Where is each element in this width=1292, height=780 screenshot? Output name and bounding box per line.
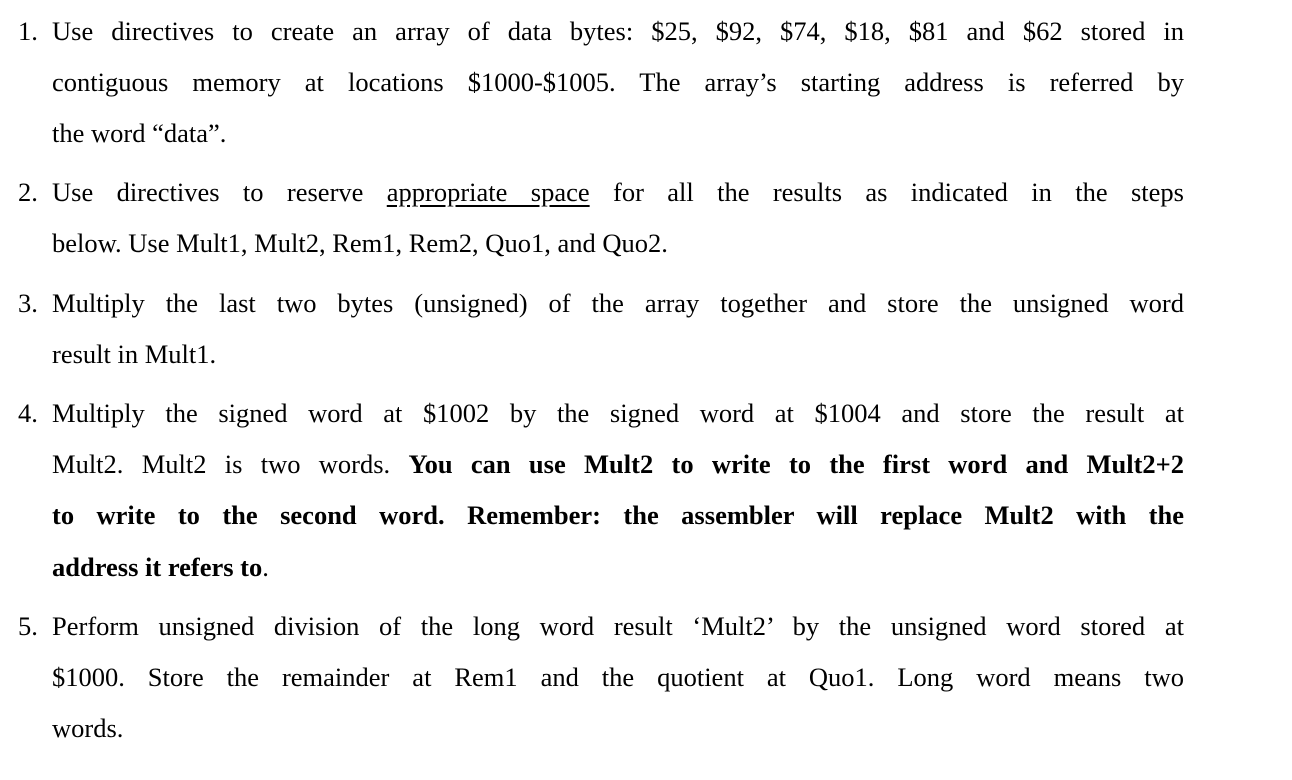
- bold-text-line: to write to the second word. Remember: the assembler will replace Mult2 with the: [52, 500, 1184, 531]
- text-line: below. Use Mult1, Mult2, Rem1, Rem2, Quo1, and Quo2.: [52, 228, 668, 259]
- item-number: 2.: [18, 177, 38, 207]
- list-item-1: [18, 6, 1184, 160]
- text-fragment: Mult2. Mult2 is two words.: [52, 449, 409, 480]
- text-line: Multiply the last two bytes (unsigned) of the array together and store the unsigned word: [52, 288, 1184, 318]
- text-fragment: for all the results as indicated in the steps: [589, 177, 1184, 207]
- text-line: Perform unsigned division of the long word result ‘Mult2’ by the unsigned word stored at: [52, 611, 1184, 641]
- bold-text: You can use Mult2 to write to the first word and Mult2+2: [408, 449, 1185, 480]
- list-item-3: [18, 278, 1184, 380]
- text-line: [52, 439, 1184, 490]
- underlined-text: appropriate space: [386, 177, 590, 207]
- list-item-4: [18, 388, 1184, 593]
- item-text: [52, 6, 1184, 160]
- item-number: 1.: [18, 16, 38, 46]
- item-number: 3.: [18, 288, 38, 318]
- text-line: the word “data”.: [52, 118, 227, 149]
- text-line: [52, 542, 1184, 593]
- bold-text: address it refers to: [52, 551, 263, 582]
- list-item-2: [18, 167, 1184, 269]
- item-text: [52, 278, 1184, 380]
- text-line: Multiply the signed word at $1002 by the signed word at $1004 and store the result at: [52, 398, 1184, 428]
- item-text: [52, 167, 1184, 269]
- text-fragment: .: [262, 551, 269, 582]
- item-number: 5.: [18, 611, 38, 641]
- text-line: contiguous memory at locations $1000-$1005. The array’s starting address is referred by: [52, 67, 1184, 98]
- text-line: [52, 167, 1184, 218]
- item-number: 4.: [18, 398, 38, 428]
- list-item-5: [18, 601, 1184, 755]
- text-line: $1000. Store the remainder at Rem1 and the quotient at Quo1. Long word means two: [52, 662, 1184, 693]
- text-fragment: Use directives to reserve: [52, 177, 387, 207]
- text-line: Use directives to create an array of data bytes: $25, $92, $74, $18, $81 and $62 stored in: [52, 16, 1184, 46]
- item-text: [52, 388, 1184, 593]
- text-line: words.: [52, 713, 124, 744]
- item-text: [52, 601, 1184, 755]
- text-line: result in Mult1.: [52, 339, 217, 370]
